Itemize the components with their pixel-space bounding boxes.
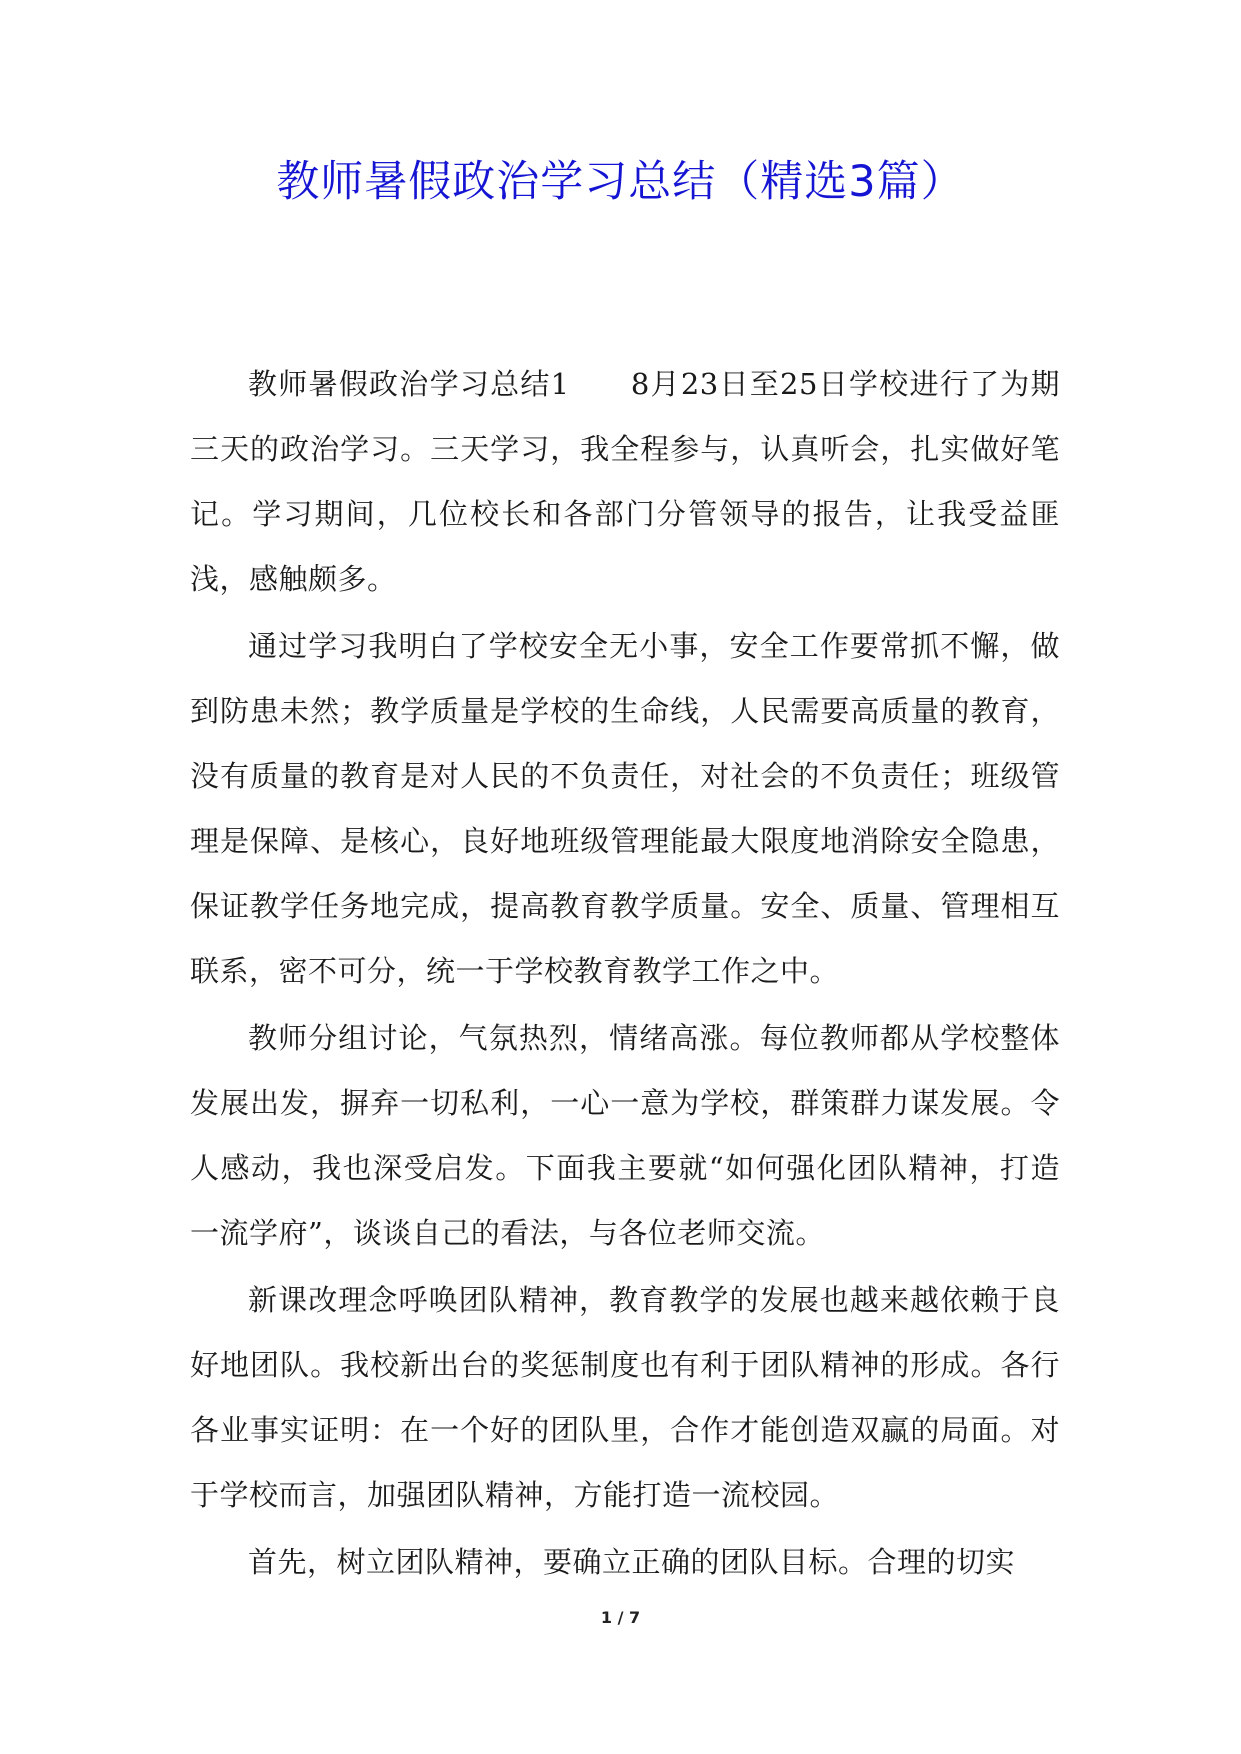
- paragraph-4: 新课改理念呼唤团队精神，教育教学的发展也越来越依赖于良好地团队。我校新出台的奖惩制度也有利于团队精神的形成。各行各业事实证明：在一个好的团队里，合作才能创造双赢的局面。对于学校而言，加强团队精神，方能打造一流校园。: [190, 1283, 1060, 1512]
- paragraph-2: 通过学习我明白了学校安全无小事，安全工作要常抓不懈，做到防患未然；教学质量是学校的生命线，人民需要高质量的教育，没有质量的教育是对人民的不负责任，对社会的不负责任；班级管理是保障、是核心，良好地班级管理能最大限度地消除安全隐患，保证教学任务地完成，提高教育教学质量。安全、质量、管理相互联系，密不可分，统一于学校教育教学工作之中。: [190, 629, 1060, 988]
- document-title: 教师暑假政治学习总结（精选3篇）: [276, 157, 965, 207]
- document-body: [190, 352, 1060, 1595]
- paragraph-3: 教师分组讨论，气氛热烈，情绪高涨。每位教师都从学校整体发展出发，摒弃一切私利，一心一意为学校，群策群力谋发展。令人感动，我也深受启发。下面我主要就“如何强化团队精神，打造一流学府”，谈谈自己的看法，与各位老师交流。: [190, 1021, 1060, 1250]
- page-number: 1 / 7: [600, 1608, 641, 1627]
- paragraph-5: 首先，树立团队精神，要确立正确的团队目标。合理的切实: [248, 1545, 1016, 1579]
- paragraph-1: 教师暑假政治学习总结1 8月23日至25日学校进行了为期三天的政治学习。三天学习，我全程参与，认真听会，扎实做好笔记。学习期间，几位校长和各部门分管领导的报告，让我受益匪浅，感触颇多。: [190, 367, 1060, 596]
